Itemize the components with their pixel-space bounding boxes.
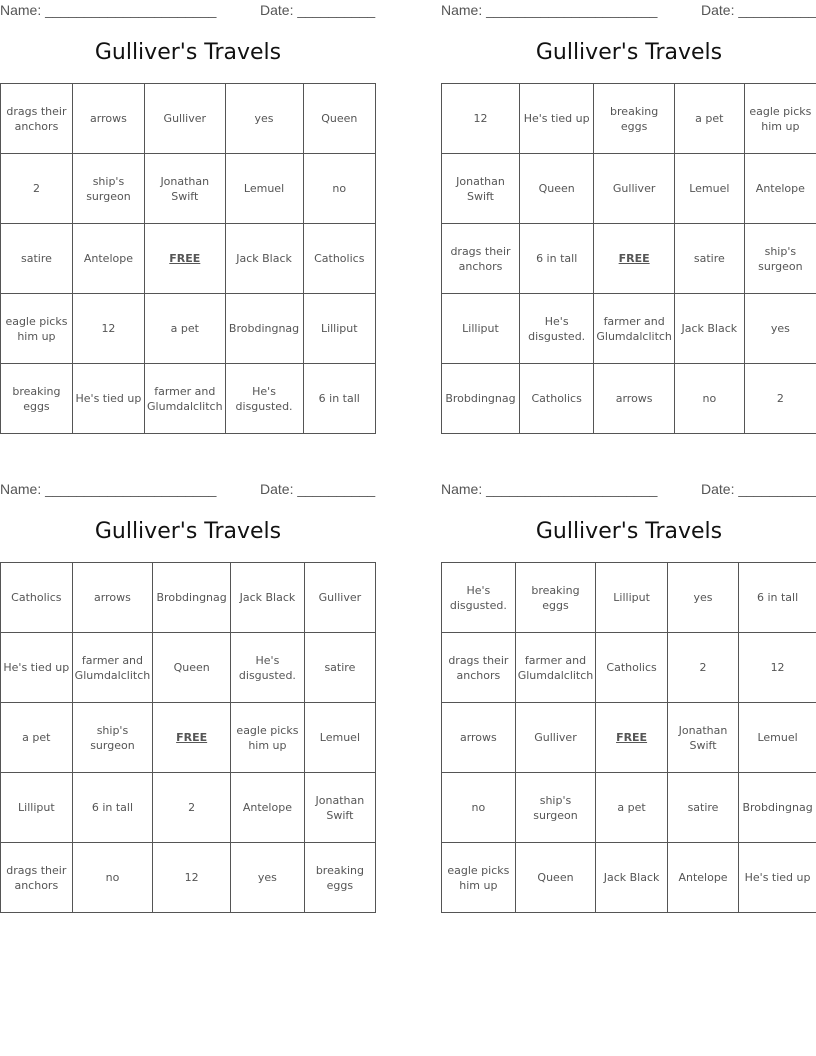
bingo-cell: no [72,843,153,913]
bingo-cell: Jonathan Swift [667,703,738,773]
bingo-cell: no [442,773,516,843]
bingo-cell: breaking eggs [304,843,375,913]
bingo-row [442,633,816,703]
bingo-cell: 2 [153,773,231,843]
bingo-cell: Brobdingnag [225,294,303,364]
bingo-cell: Jonathan Swift [145,154,226,224]
bingo-cell: farmer and Glumdalclitch [594,294,675,364]
bingo-cell: satire [674,224,744,294]
bingo-row [442,154,816,224]
date-field-label: Date: __________ [701,2,816,18]
bingo-row [442,364,816,434]
bingo-grid [0,83,376,434]
bingo-cell: 6 in tall [303,364,375,434]
bingo-cell: satire [667,773,738,843]
bingo-cell: Antelope [231,773,305,843]
bingo-cell: Lilliput [303,294,375,364]
bingo-card-1 [0,0,376,413]
bingo-cell: 6 in tall [72,773,153,843]
bingo-row [1,633,376,703]
bingo-cell: eagle picks him up [1,294,73,364]
bingo-cell: Gulliver [145,84,226,154]
card-title: Gulliver's Travels [535,519,723,544]
date-field-label: Date: __________ [701,481,816,497]
bingo-cell: Gulliver [515,703,596,773]
bingo-cell: arrows [72,84,144,154]
bingo-cell: Gulliver [594,154,675,224]
card-title: Gulliver's Travels [535,40,723,65]
free-space: FREE [596,703,668,773]
bingo-cell: 6 in tall [739,563,816,633]
bingo-cell: drags their anchors [1,84,73,154]
name-field-label: Name: ______________________ [441,2,658,18]
bingo-card-4 [441,479,816,892]
bingo-cell: Brobdingnag [739,773,816,843]
bingo-cell: Jack Black [231,563,305,633]
name-field-label: Name: ______________________ [0,481,217,497]
bingo-row [1,703,376,773]
bingo-row [442,84,816,154]
bingo-cell: farmer and Glumdalclitch [145,364,226,434]
bingo-row [1,773,376,843]
bingo-cell: He's tied up [739,843,816,913]
card-title: Gulliver's Travels [94,40,282,65]
date-field-label: Date: __________ [260,481,376,497]
bingo-cell: Lilliput [596,563,668,633]
bingo-row [442,703,816,773]
bingo-cell: He's disgusted. [442,563,516,633]
bingo-grid [0,562,376,913]
bingo-cell: Jonathan Swift [304,773,375,843]
bingo-row [1,84,376,154]
bingo-cell: ship's surgeon [72,154,144,224]
bingo-cell: 6 in tall [519,224,593,294]
bingo-cell: Catholics [519,364,593,434]
bingo-cell: ship's surgeon [744,224,816,294]
bingo-cell: eagle picks him up [442,843,516,913]
bingo-cell: yes [667,563,738,633]
bingo-cell: Gulliver [304,563,375,633]
bingo-cell: arrows [442,703,516,773]
bingo-row [1,843,376,913]
bingo-cell: Lemuel [225,154,303,224]
bingo-row [442,563,816,633]
bingo-row [1,364,376,434]
bingo-cell: He's tied up [72,364,144,434]
bingo-cell: 12 [153,843,231,913]
bingo-row [1,224,376,294]
bingo-cell: Brobdingnag [442,364,520,434]
bingo-cell: He's tied up [1,633,73,703]
bingo-card-2 [441,0,816,405]
card-header [441,0,816,22]
bingo-cell: Lilliput [1,773,73,843]
bingo-cell: Jonathan Swift [442,154,520,224]
card-header [441,479,816,501]
bingo-cell: Queen [303,84,375,154]
bingo-cell: He's tied up [519,84,593,154]
bingo-row [1,294,376,364]
bingo-row [442,294,816,364]
bingo-cell: 2 [1,154,73,224]
bingo-cell: breaking eggs [515,563,596,633]
bingo-grid [441,83,816,434]
card-title: Gulliver's Travels [94,519,282,544]
bingo-cell: 2 [744,364,816,434]
bingo-cell: farmer and Glumdalclitch [72,633,153,703]
bingo-cell: Lemuel [304,703,375,773]
bingo-cell: Queen [153,633,231,703]
bingo-row [442,843,816,913]
bingo-row [1,154,376,224]
bingo-cell: farmer and Glumdalclitch [515,633,596,703]
bingo-cell: Lemuel [739,703,816,773]
bingo-cell: 2 [667,633,738,703]
bingo-cell: Lemuel [674,154,744,224]
bingo-row [442,773,816,843]
bingo-grid [441,562,816,913]
bingo-cell: yes [225,84,303,154]
bingo-cell: a pet [596,773,668,843]
bingo-row [442,224,816,294]
bingo-cell: Queen [515,843,596,913]
bingo-cell: a pet [145,294,226,364]
bingo-cell: Queen [519,154,593,224]
bingo-cell: Antelope [72,224,144,294]
bingo-cell: drags their anchors [442,633,516,703]
bingo-cell: Jack Black [596,843,668,913]
bingo-cell: breaking eggs [594,84,675,154]
bingo-cell: satire [1,224,73,294]
bingo-cell: a pet [1,703,73,773]
bingo-cell: eagle picks him up [744,84,816,154]
bingo-cell: Antelope [667,843,738,913]
bingo-cell: Antelope [744,154,816,224]
card-header [0,0,376,22]
bingo-cell: arrows [594,364,675,434]
bingo-cell: yes [231,843,305,913]
bingo-cell: eagle picks him up [231,703,305,773]
bingo-cell: He's disgusted. [225,364,303,434]
free-space: FREE [145,224,226,294]
bingo-cell: 12 [72,294,144,364]
bingo-cell: Catholics [596,633,668,703]
card-header [0,479,376,501]
bingo-cell: drags their anchors [442,224,520,294]
bingo-cell: satire [304,633,375,703]
bingo-cell: Catholics [303,224,375,294]
bingo-cell: breaking eggs [1,364,73,434]
bingo-cell: 12 [739,633,816,703]
date-field-label: Date: __________ [260,2,376,18]
bingo-cell: drags their anchors [1,843,73,913]
bingo-cell: Catholics [1,563,73,633]
bingo-cell: Jack Black [674,294,744,364]
bingo-cell: yes [744,294,816,364]
name-field-label: Name: ______________________ [0,2,217,18]
bingo-row [1,563,376,633]
bingo-cell: no [674,364,744,434]
bingo-cell: He's disgusted. [231,633,305,703]
free-space: FREE [153,703,231,773]
name-field-label: Name: ______________________ [441,481,658,497]
bingo-cell: ship's surgeon [515,773,596,843]
bingo-cell: Brobdingnag [153,563,231,633]
bingo-cell: He's disgusted. [519,294,593,364]
bingo-cell: arrows [72,563,153,633]
bingo-cell: no [303,154,375,224]
bingo-cell: 12 [442,84,520,154]
bingo-card-3 [0,479,376,892]
bingo-cell: ship's surgeon [72,703,153,773]
free-space: FREE [594,224,675,294]
bingo-cell: Jack Black [225,224,303,294]
bingo-cell: a pet [674,84,744,154]
bingo-cell: Lilliput [442,294,520,364]
